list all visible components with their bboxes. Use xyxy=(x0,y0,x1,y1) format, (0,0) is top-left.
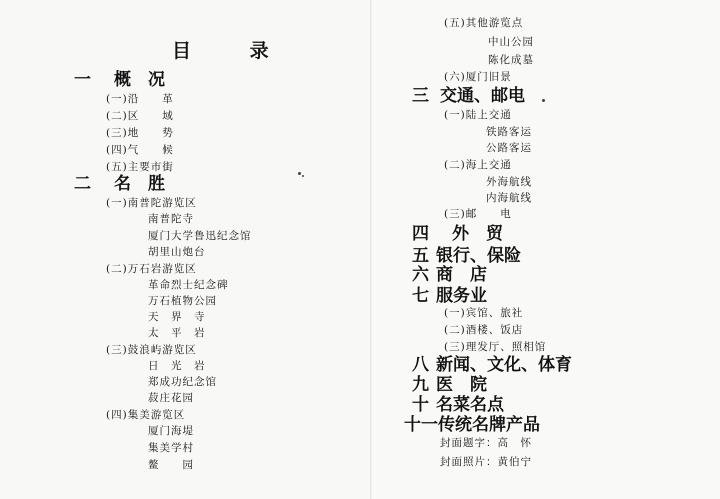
chapter-4-heading xyxy=(412,226,503,243)
section-3-3: (三)邮 电 xyxy=(444,208,512,220)
chapter-7-title: 服务业 xyxy=(436,286,487,306)
chapter-10-heading xyxy=(412,397,504,414)
chapter-11-heading xyxy=(404,417,540,434)
item-2-3-2: 郑成功纪念馆 xyxy=(148,376,217,388)
chapter-4-title: 外 贸 xyxy=(452,224,503,244)
section-3-1: (一)陆上交通 xyxy=(444,109,512,121)
section-2-1: (一)南普陀游览区 xyxy=(106,197,197,209)
chapter-5-number: 五 xyxy=(412,246,429,266)
item-2-2-1: 革命烈士纪念碑 xyxy=(148,279,229,291)
chapter-3-heading xyxy=(412,88,525,105)
chapter-9-number: 九 xyxy=(412,375,429,395)
section-1-2: (二)区 域 xyxy=(106,110,174,122)
item-2-4-2: 集美学村 xyxy=(148,442,194,454)
item-2-5-2: 陈化成墓 xyxy=(488,54,534,66)
chapter-8-heading xyxy=(412,357,572,374)
chapter-5-heading xyxy=(412,248,521,265)
section-2-2: (二)万石岩游览区 xyxy=(106,263,197,275)
chapter-3-number: 三 xyxy=(412,86,429,106)
chapter-6-heading xyxy=(412,267,487,284)
item-2-2-4: 太 平 岩 xyxy=(148,327,206,339)
item-2-1-2: 厦门大学鲁迅纪念馆 xyxy=(148,230,252,242)
item-2-1-1: 南普陀寺 xyxy=(148,213,194,225)
chapter-1-title: 概 况 xyxy=(114,70,165,90)
right-page xyxy=(372,0,720,499)
cover-calligraphy-credit: 封面题字：高 怀 xyxy=(440,437,532,449)
chapter-6-title: 商 店 xyxy=(436,265,487,285)
chapter-2-number: 二 xyxy=(74,174,91,194)
section-1-5: (五)主要市街 xyxy=(106,161,174,173)
chapter-10-title: 名菜名点 xyxy=(436,395,504,415)
chapter-9-title: 医 院 xyxy=(436,375,487,395)
chapter-8-title: 新闻、文化、体育 xyxy=(436,355,572,375)
chapter-4-number: 四 xyxy=(412,224,429,244)
scan-speck xyxy=(542,99,545,102)
section-7-2: (二)酒楼、饭店 xyxy=(444,324,524,336)
chapter-11-title: 传统名牌产品 xyxy=(438,415,540,435)
chapter-3-title: 交通、邮电 xyxy=(440,86,525,106)
section-3-2: (二)海上交通 xyxy=(444,159,512,171)
chapter-5-title: 银行、保险 xyxy=(436,246,521,266)
item-2-3-3: 菽庄花园 xyxy=(148,392,194,404)
item-2-5-1: 中山公园 xyxy=(488,36,534,48)
item-2-1-3: 胡里山炮台 xyxy=(148,246,206,258)
item-2-2-3: 天 界 寺 xyxy=(148,311,206,323)
item-2-3-1: 日 光 岩 xyxy=(148,360,206,372)
chapter-1-heading xyxy=(74,72,165,89)
scan-speck xyxy=(298,172,301,175)
section-7-1: (一)宾馆、旅社 xyxy=(444,307,524,319)
chapter-2-title: 名 胜 xyxy=(114,174,165,194)
item-2-4-3: 鳌 园 xyxy=(148,459,194,471)
chapter-11-number: 十一 xyxy=(404,415,438,435)
item-3-2-1: 外海航线 xyxy=(486,176,532,188)
item-2-2-2: 万石植物公园 xyxy=(148,295,217,307)
chapter-2-heading xyxy=(74,176,165,193)
scan-speck xyxy=(302,175,304,177)
section-2-5: (五)其他游览点 xyxy=(444,17,524,29)
item-3-1-2: 公路客运 xyxy=(486,142,532,154)
section-1-4: (四)气 候 xyxy=(106,144,174,156)
section-2-3: (三)鼓浪屿游览区 xyxy=(106,344,197,356)
chapter-7-heading xyxy=(412,288,487,305)
section-2-4: (四)集美游览区 xyxy=(106,409,186,421)
toc-title: 目 录 xyxy=(172,40,295,62)
section-2-6: (六)厦门旧景 xyxy=(444,71,512,83)
section-1-1: (一)沿 革 xyxy=(106,93,174,105)
chapter-1-number: 一 xyxy=(74,70,91,90)
chapter-10-number: 十 xyxy=(412,395,429,415)
chapter-6-number: 六 xyxy=(412,265,429,285)
cover-photo-credit: 封面照片：黄伯宁 xyxy=(440,456,532,468)
chapter-7-number: 七 xyxy=(412,286,429,306)
chapter-8-number: 八 xyxy=(412,355,429,375)
chapter-9-heading xyxy=(412,377,487,394)
section-1-3: (三)地 势 xyxy=(106,127,174,139)
section-7-3: (三)理发厅、照相馆 xyxy=(444,341,547,353)
item-3-2-2: 内海航线 xyxy=(486,192,532,204)
item-2-4-1: 厦门海堤 xyxy=(148,425,194,437)
item-3-1-1: 铁路客运 xyxy=(486,126,532,138)
